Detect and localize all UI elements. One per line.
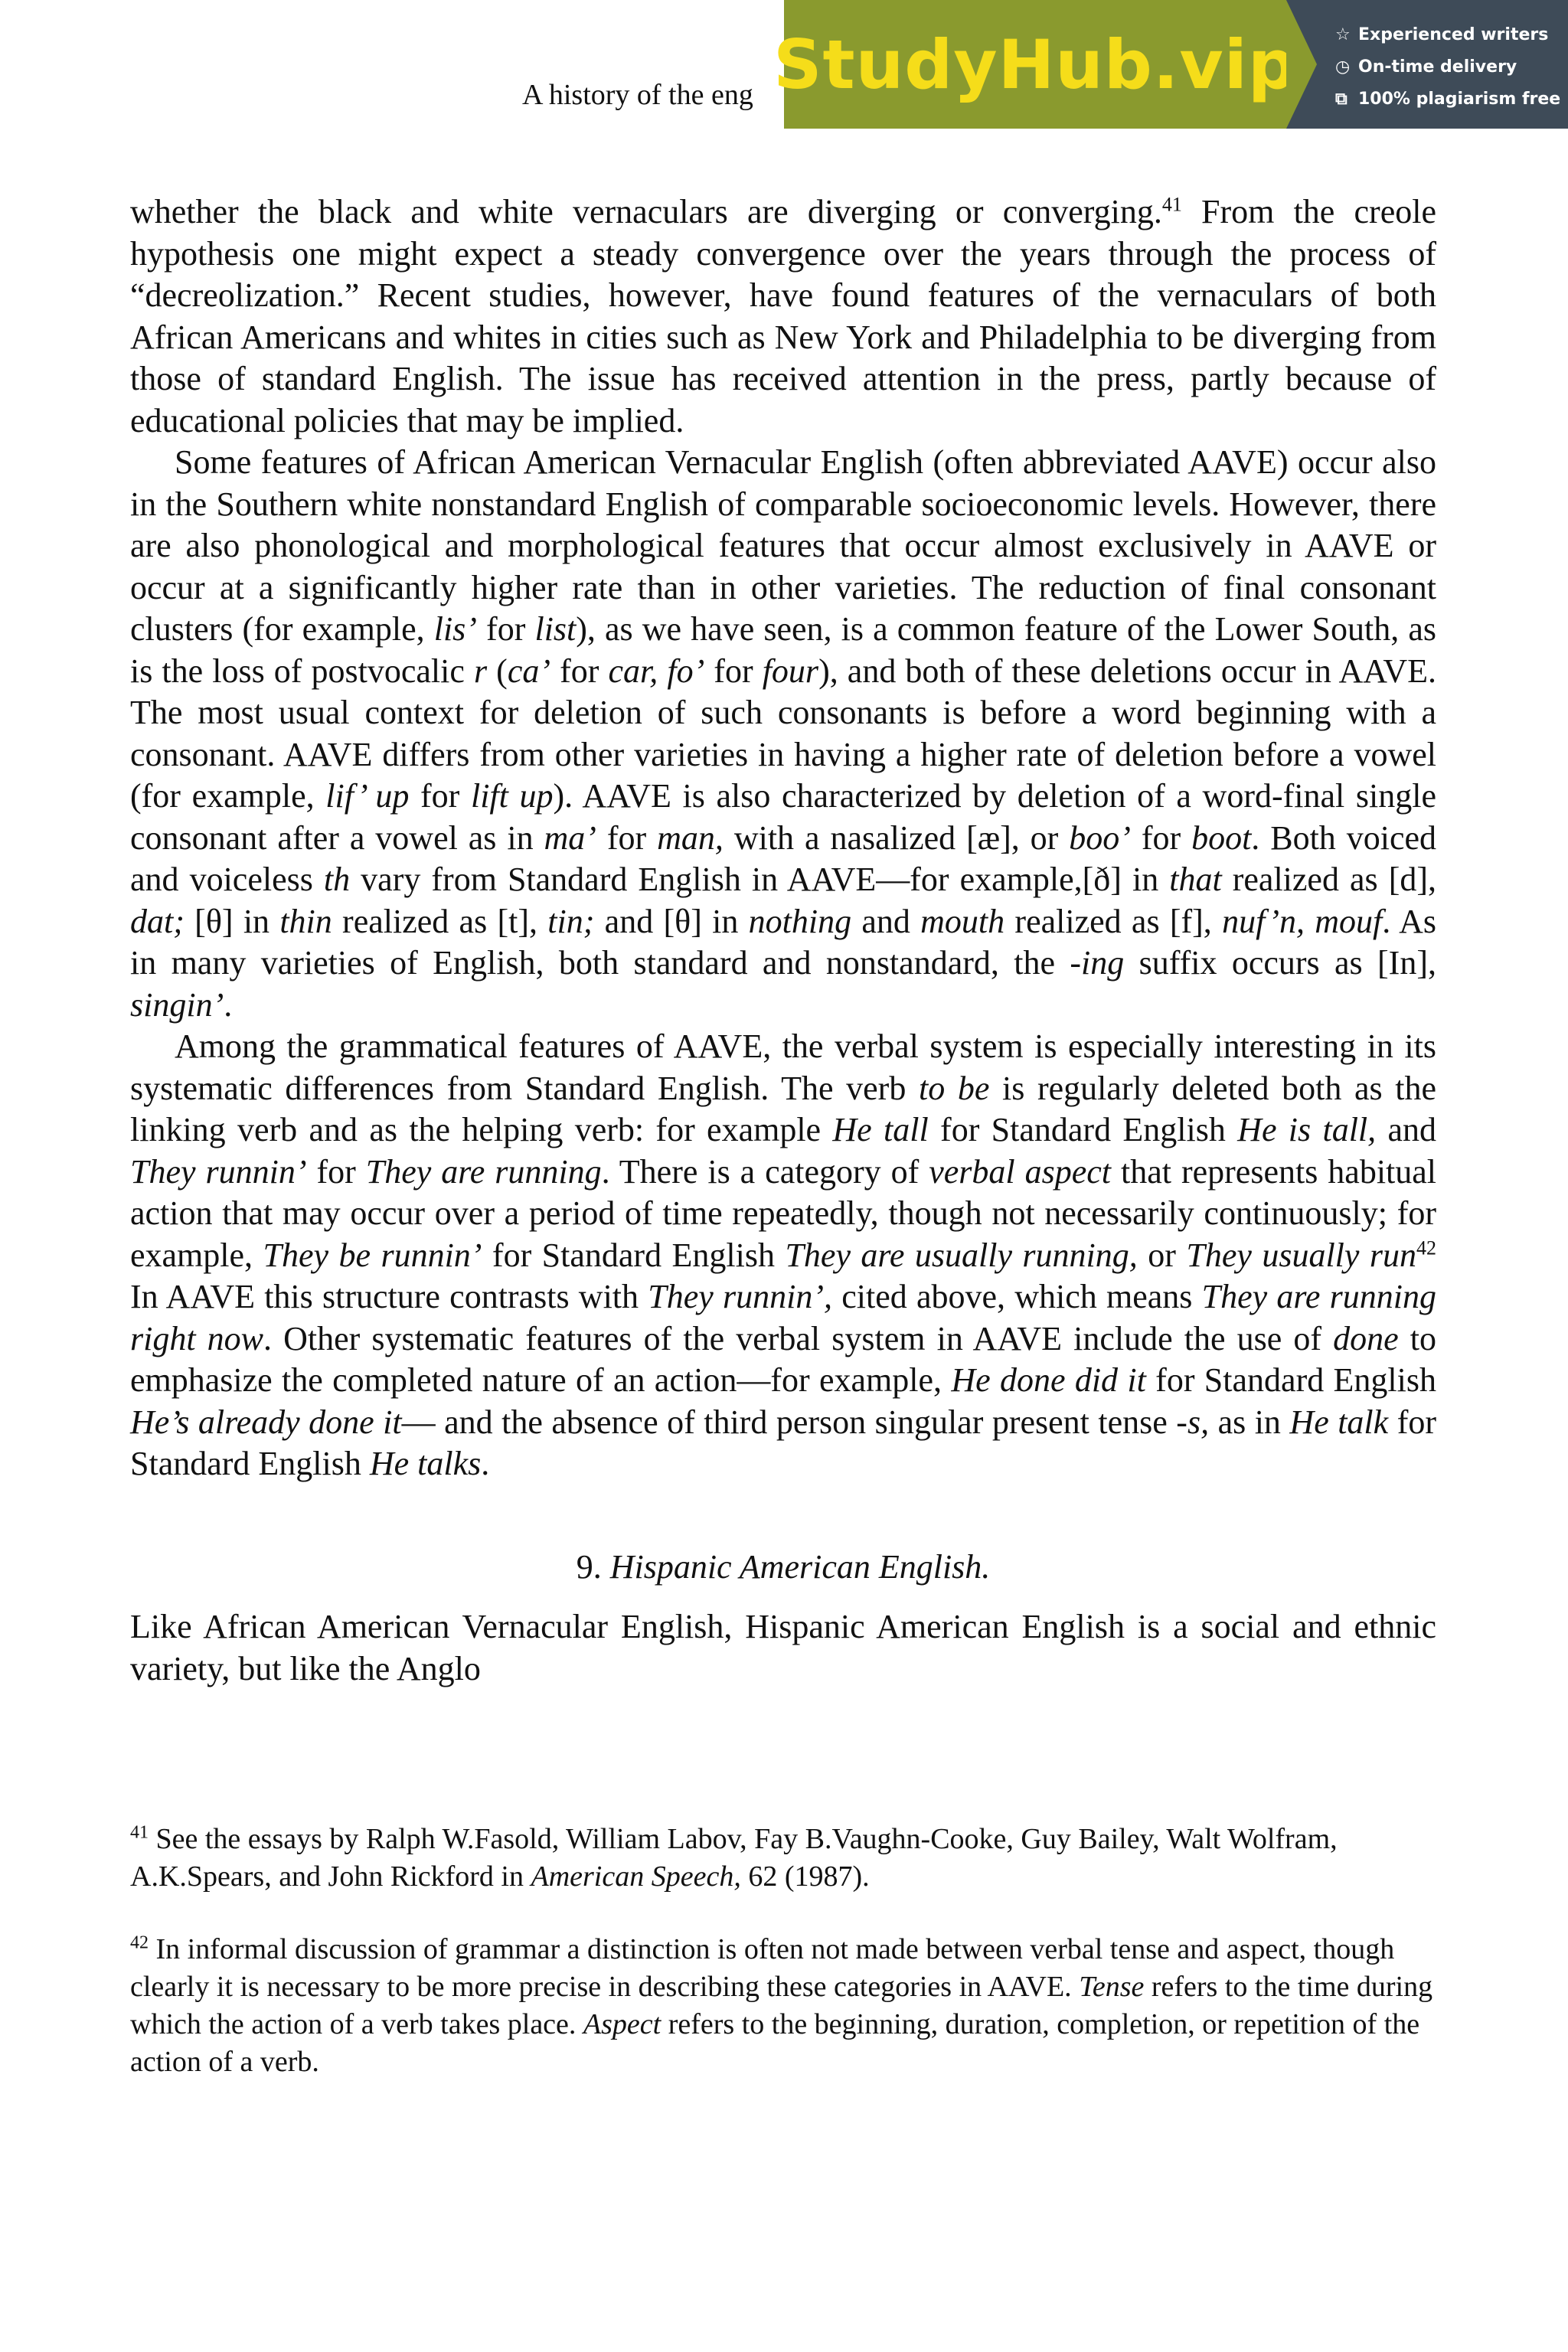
footnotes <box>130 1821 1436 2116</box>
star-icon: ☆ <box>1335 24 1351 44</box>
section-title: Hispanic American English. <box>609 1547 991 1586</box>
footnote-ref-42[interactable]: 42 <box>1416 1236 1437 1259</box>
footnote-ref-41[interactable]: 41 <box>1161 193 1182 216</box>
perk-label: Experienced writers <box>1358 24 1549 44</box>
footnote-41: $^{41}$ See the essays by Ralph W.Fasold, William Labov, Fay B.Vaughn-Cooke, Guy Bailey, Walt Wolfram, A.K.Spears, and John Rickford in American Speech, 62 (1987). <box>130 1822 1338 1893</box>
perk-item <box>1335 83 1568 115</box>
brand-logo[interactable] <box>773 0 1297 129</box>
studyhub-banner[interactable] <box>773 0 1568 129</box>
brand-name: StudyHub.vip <box>773 24 1297 104</box>
perk-item <box>1335 18 1568 51</box>
footnote-number: 41 <box>130 1822 149 1843</box>
footnote-42: $^{42}$ In informal discussion of grammar a distinction is often not made between verbal tense and aspect, though clearly it is necessary to be more precise in describing these categories in AAVE. Tense refers to the time during which the action of a verb takes place. Aspect refers to the beginning, duration, completion, or repetition of the action of a verb. <box>130 1932 1433 2078</box>
section-heading <box>130 1547 1436 1589</box>
perk-label: On-time delivery <box>1358 57 1517 77</box>
paragraph-1: whether the black and white vernaculars are diverging or converging.$^{41}$ From the creole hypothesis one might expect a steady convergence over the years through the process of “decreolization.” Recent studies, however, have found features of the vernaculars of both African Americans and whites in cities such as New York and Philadelphia to be diverging from those of standard English. The issue has received attention in the press, partly because of educational policies that may be implied. <box>130 193 1436 439</box>
main-text <box>130 191 1436 1690</box>
paragraph-3: Among the grammatical features of AAVE, the verbal system is especially interesting in its systematic differences from Standard English. The verb to be is regularly deleted both as the linking verb and as the helping verb: for example He tall for Standard English He is tall, and They runnin’ for They are running. There is a category of verbal aspect that represents habitual action that may occur over a period of time repeatedly, though not necessarily continuously; for example, They be runnin’ for Standard English They are usually running, or They usually run$^{42}$ In AAVE this structure contrasts with They runnin’, cited above, which means They are running right now. Other systematic features of the verbal system in AAVE include the use of done to emphasize the completed nature of an action—for example, He done did it for Standard English He’s already done it— and the absence of third person singular present tense -s, as in He talk for Standard English He talks. <box>130 1027 1437 1482</box>
copy-icon: ⧉ <box>1335 89 1348 109</box>
section-number: 9. <box>576 1547 610 1586</box>
perks-list <box>1286 0 1568 129</box>
footnote-number: 42 <box>130 1932 149 1953</box>
running-header: A history of the eng <box>522 79 753 111</box>
paragraph-2: Some features of African American Vernacular English (often abbreviated AAVE) occur also in the Southern white nonstandard English of comparable socioeconomic levels. However, there are also phonological and morphological features that occur almost exclusively in AAVE or occur at a significantly higher rate than in other varieties. The reduction of final consonant clusters (for example, lis’ for list), as we have seen, is a common feature of the Lower South, as is the loss of postvocalic r (ca’ for car, fo’ for four), and both of these deletions occur in AAVE. The most usual context for deletion of such consonants is before a word beginning with a consonant. AAVE differs from other varieties in having a higher rate of deletion before a vowel (for example, lif’ up for lift up). AAVE is also characterized by deletion of a word-final single consonant after a vowel as in ma’ for man, with a nasalized [æ], or boo’ for boot. Both voiced and voiceless th vary from Standard English in AAVE—for example,[ð] in that realized as [d], dat; [θ] in thin realized as [t], tin; and [θ] in nothing and mouth realized as [f], nuf’n, mouf. As in many varieties of English, both standard and nonstandard, the -ing suffix occurs as [In], singin’. <box>130 443 1437 1024</box>
clock-icon: ◷ <box>1335 57 1351 77</box>
perk-label: 100% plagiarism free <box>1358 89 1561 109</box>
perk-item <box>1335 51 1568 83</box>
paragraph-4: Like African American Vernacular English, Hispanic American English is a social and ethnic variety, but like the Anglo <box>130 1608 1436 1687</box>
